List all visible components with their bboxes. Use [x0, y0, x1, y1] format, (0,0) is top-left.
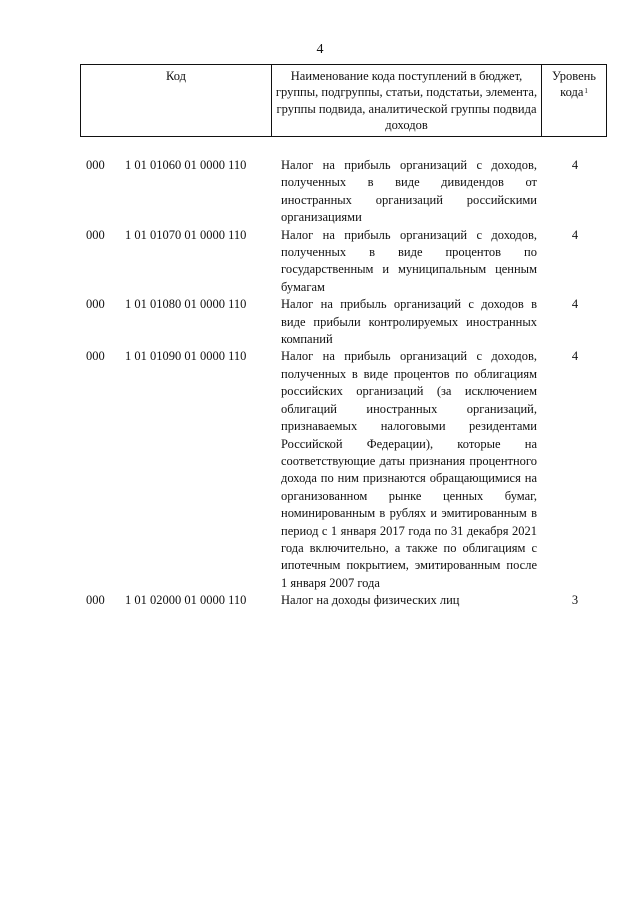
- income-code: 1 01 01060 01 0000 110: [125, 158, 247, 172]
- header-name: Наименование кода поступлений в бюджет, группы, подгруппы, статьи, подстатьи, элемента, группы подвида, аналитической группы подвида доходов: [272, 65, 542, 136]
- header-code: Код: [81, 65, 272, 136]
- code-level: 4: [571, 297, 579, 312]
- admin-code: 000: [86, 349, 105, 364]
- page-number: 4: [316, 42, 324, 57]
- table-header: [80, 64, 607, 137]
- income-name: Налог на доходы физических лиц: [281, 593, 460, 608]
- table-row: [0, 296, 640, 348]
- admin-code: 000: [86, 227, 105, 242]
- income-code: 1 01 01080 01 0000 110: [125, 297, 247, 312]
- table-body: [0, 157, 640, 610]
- header-level-footnote: 1: [584, 87, 588, 96]
- admin-code: 000: [86, 593, 105, 608]
- income-code: 1 01 02000 01 0000 110: [125, 593, 247, 608]
- income-name: Налог на прибыль организаций с доходов, полученных в виде процентов по облигациям российских организаций (за исключением облигаций иностранных организаций, признаваемых налоговыми резидентами Российской Федерации), которые на соответствующие даты признания процентного дохода по ним признаются обращающимися на организованном рынке ценных бумаг, номинированным в рублях и эмитированным в период с 1 января 2017 года по 31 декабря 2021 года включительно, а также по облигациям с ипотечным покрытием, эмитированным после 1 января 2007 года: [281, 349, 537, 590]
- table-row: [0, 592, 640, 609]
- income-name: Налог на прибыль организаций с доходов, полученных в виде процентов по государственным и муниципальным ценным бумагам: [281, 227, 537, 294]
- table-row: [0, 227, 640, 297]
- code-level: 4: [571, 158, 579, 172]
- income-code: 1 01 01070 01 0000 110: [125, 227, 247, 242]
- table-row: [0, 348, 640, 592]
- admin-code: 000: [86, 158, 105, 172]
- code-level: 4: [571, 349, 579, 364]
- table-row: [0, 157, 640, 227]
- income-code: 1 01 01090 01 0000 110: [125, 349, 247, 364]
- code-level: 3: [571, 593, 579, 608]
- income-name: Налог на прибыль организаций с доходов, полученных в виде дивидендов от иностранных организаций российскими организациями: [281, 158, 537, 225]
- header-level-label: Уровень кода: [551, 69, 597, 100]
- income-name: Налог на прибыль организаций с доходов в виде прибыли контролируемых иностранных компаний: [281, 297, 537, 347]
- admin-code: 000: [86, 297, 105, 312]
- code-level: 4: [571, 227, 579, 242]
- header-level: [542, 65, 606, 136]
